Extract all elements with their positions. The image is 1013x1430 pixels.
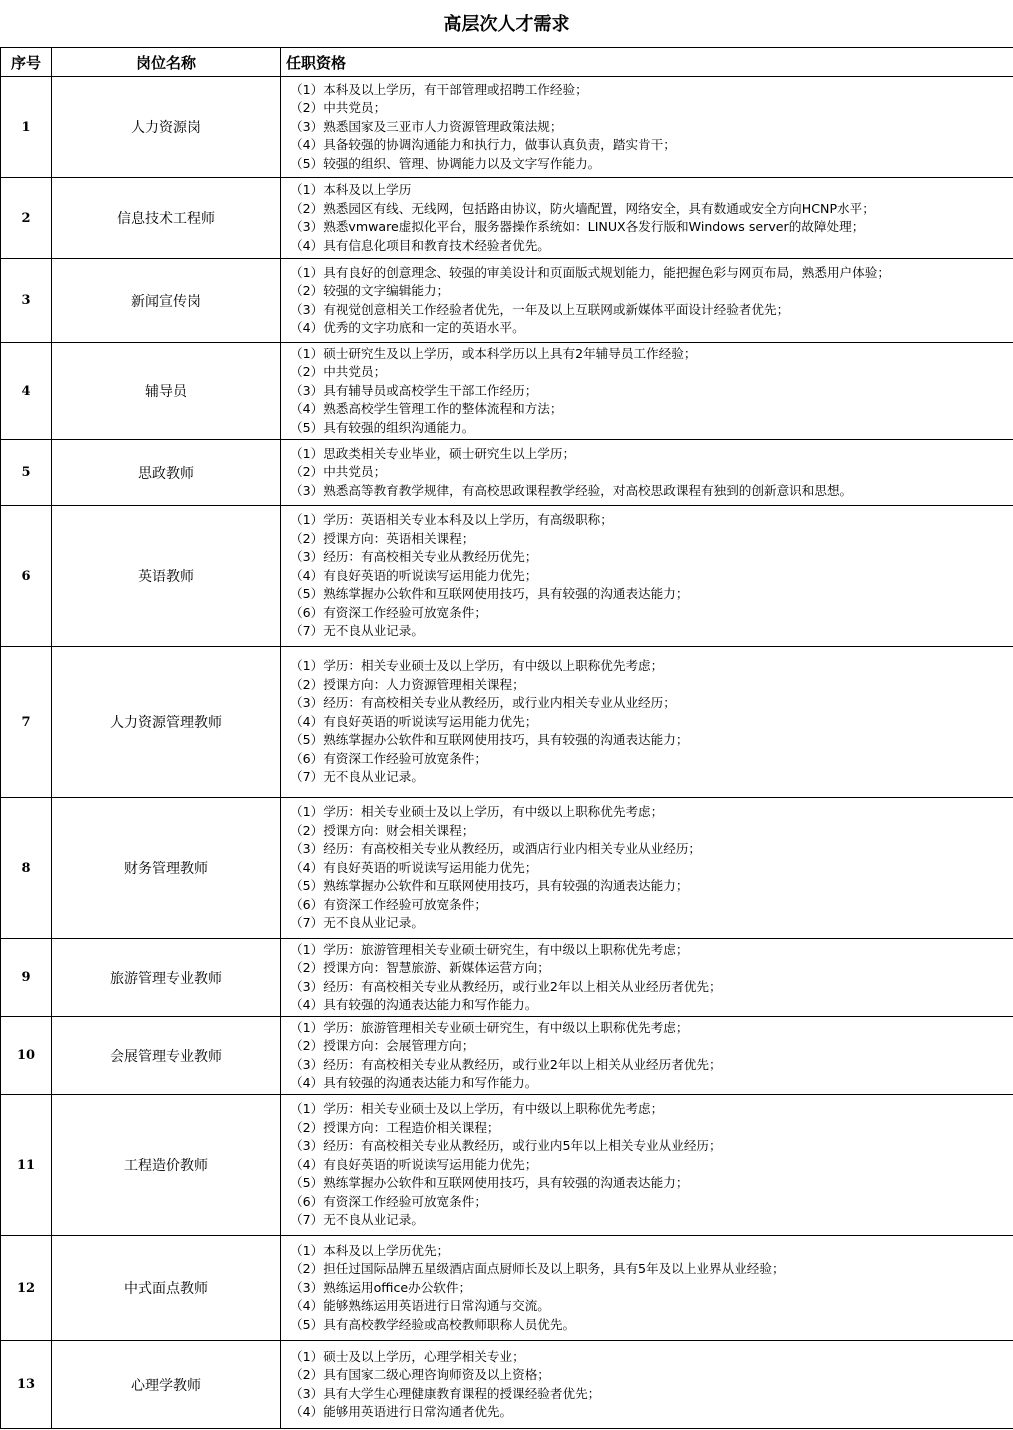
requirement-line: （4）有良好英语的听说读写运用能力优先； (290, 567, 538, 583)
row-position: 信息技术工程师 (52, 178, 281, 259)
requirement-line: （1）学历：旅游管理相关专业硕士研究生，有中级以上职称优先考虑； (290, 941, 689, 957)
row-position: 新闻宣传岗 (52, 259, 281, 343)
requirement-line: （4）有良好英语的听说读写运用能力优先； (290, 713, 538, 729)
requirement-line: （5）熟练掌握办公软件和互联网使用技巧，具有较强的沟通表达能力； (290, 586, 689, 602)
header-position: 岗位名称 (52, 48, 281, 77)
requirement-line: （4）具有较强的沟通表达能力和写作能力。 (290, 1075, 538, 1090)
requirement-line: （3）熟悉高等教育教学规律，有高校思政课程教学经验，对高校思政课程有独到的创新意识和思想。 (290, 482, 853, 498)
requirement-line: （2）授课方向：智慧旅游、新媒体运营方向； (290, 960, 550, 975)
requirement-line: （3）具有大学生心理健康教育课程的授课经验者优先； (290, 1385, 601, 1401)
requirement-line: （5）熟练掌握办公软件和互联网使用技巧，具有较强的沟通表达能力； (290, 878, 689, 894)
table-row (1, 259, 1013, 343)
requirement-line: （2）授课方向：财会相关课程； (290, 822, 475, 838)
row-requirements (281, 647, 1013, 798)
requirement-line: （2）具有国家二级心理咨询师资及以上资格； (290, 1367, 550, 1382)
requirement-line: （1）硕士及以上学历，心理学相关专业； (290, 1348, 525, 1364)
requirement-line: （2）熟悉园区有线、无线网，包括路由协议，防火墙配置，网络安全，具有数通或安全方向HCNP水平； (290, 200, 875, 216)
table-row (1, 1017, 1013, 1095)
row-requirements (281, 939, 1013, 1017)
row-position: 财务管理教师 (52, 798, 281, 939)
requirement-line: （1）思政类相关专业毕业，硕士研究生以上学历； (290, 445, 576, 461)
requirement-line: （1）本科及以上学历优先； (290, 1242, 450, 1258)
requirement-line: （3）经历：有高校相关专业从教经历，或行业内5年以上相关专业从业经历； (290, 1138, 722, 1154)
row-index: 2 (1, 178, 52, 259)
row-index: 9 (1, 939, 52, 1017)
row-index: 10 (1, 1017, 52, 1095)
table-row (1, 440, 1013, 506)
header-qualifications: 任职资格 (281, 48, 1013, 77)
requirement-line: （4）熟悉高校学生管理工作的整体流程和方法； (290, 401, 563, 417)
table-row (1, 1236, 1013, 1341)
row-index: 7 (1, 647, 52, 798)
row-requirements (281, 506, 1013, 647)
requirement-line: （6）有资深工作经验可放宽条件； (290, 604, 487, 620)
table-row (1, 1341, 1013, 1429)
requirement-line: （3）经历：有高校相关专业从教经历，或酒店行业内相关专业从业经历； (290, 841, 702, 857)
row-position: 中式面点教师 (52, 1236, 281, 1341)
requirement-line: （6）有资深工作经验可放宽条件； (290, 896, 487, 912)
requirement-line: （4）能够熟练运用英语进行日常沟通与交流。 (290, 1298, 550, 1314)
row-requirements (281, 1236, 1013, 1341)
requirement-line: （3）熟悉vmware虚拟化平台，服务器操作系统如：LINUX各发行版和Windows server的故障处理； (290, 219, 865, 234)
row-index: 5 (1, 440, 52, 506)
requirement-line: （1）学历：相关专业硕士及以上学历，有中级以上职称优先考虑； (290, 1101, 664, 1117)
table-row (1, 343, 1013, 440)
requirement-line: （1）硕士研究生及以上学历，或本科学历以上具有2年辅导员工作经验； (290, 345, 697, 361)
requirement-line: （1）本科及以上学历 (290, 182, 412, 197)
requirement-line: （4）具备较强的协调沟通能力和执行力，做事认真负责，踏实肯干； (290, 137, 676, 153)
requirement-line: （5）熟练掌握办公软件和互联网使用技巧，具有较强的沟通表达能力； (290, 732, 689, 748)
table-row (1, 506, 1013, 647)
row-index: 1 (1, 77, 52, 178)
requirement-line: （5）较强的组织、管理、协调能力以及文字写作能力。 (290, 155, 601, 171)
row-requirements (281, 1017, 1013, 1095)
requirement-line: （4）有良好英语的听说读写运用能力优先； (290, 859, 538, 875)
requirement-line: （3）熟悉国家及三亚市人力资源管理政策法规； (290, 118, 563, 134)
requirement-line: （5）具有高校教学经验或高校教师职称人员优先。 (290, 1316, 576, 1332)
requirement-line: （3）经历：有高校相关专业从教经历，或行业2年以上相关从业经历者优先； (290, 1056, 722, 1072)
requirement-line: （1）学历：旅游管理相关专业硕士研究生，有中级以上职称优先考虑； (290, 1019, 689, 1035)
row-position: 会展管理专业教师 (52, 1017, 281, 1095)
requirement-line: （7）无不良从业记录。 (290, 769, 424, 785)
requirement-line: （4）有良好英语的听说读写运用能力优先； (290, 1156, 538, 1172)
table-header-row (1, 48, 1013, 77)
page-title: 高层次人才需求 (443, 14, 570, 35)
table-row (1, 1095, 1013, 1236)
requirement-line: （2）担任过国际品牌五星级酒店面点厨师长及以上职务，具有5年及以上业界从业经验； (290, 1261, 785, 1277)
requirement-line: （7）无不良从业记录。 (290, 915, 424, 931)
requirement-line: （2）授课方向：会展管理方向； (290, 1038, 475, 1053)
requirement-line: （4）优秀的文字功底和一定的英语水平。 (290, 320, 525, 335)
row-position: 辅导员 (52, 343, 281, 440)
requirement-line: （7）无不良从业记录。 (290, 623, 424, 639)
requirement-line: （1）学历：英语相关专业本科及以上学历，有高级职称； (290, 512, 613, 528)
row-requirements (281, 77, 1013, 178)
table-row (1, 77, 1013, 178)
requirement-line: （2）中共党员； (290, 100, 387, 116)
row-requirements (281, 1341, 1013, 1429)
requirement-line: （3）具有辅导员或高校学生干部工作经历； (290, 382, 538, 398)
table-body (1, 77, 1013, 1429)
row-index: 4 (1, 343, 52, 440)
row-position: 旅游管理专业教师 (52, 939, 281, 1017)
requirement-line: （2）中共党员； (290, 364, 387, 380)
row-position: 思政教师 (52, 440, 281, 506)
requirement-line: （1）本科及以上学历，有干部管理或招聘工作经验； (290, 81, 588, 97)
row-position: 心理学教师 (52, 1341, 281, 1429)
requirement-line: （5）具有较强的组织沟通能力。 (290, 419, 475, 435)
table-row (1, 647, 1013, 798)
requirement-line: （6）有资深工作经验可放宽条件； (290, 750, 487, 766)
table-row (1, 798, 1013, 939)
requirement-line: （4）具有信息化项目和教育技术经验者优先。 (290, 237, 550, 253)
row-position: 英语教师 (52, 506, 281, 647)
requirement-line: （5）熟练掌握办公软件和互联网使用技巧，具有较强的沟通表达能力； (290, 1175, 689, 1191)
talent-demand-table (0, 47, 1013, 1429)
requirement-line: （4）能够用英语进行日常沟通者优先。 (290, 1404, 513, 1419)
requirement-line: （2）授课方向：人力资源管理相关课程； (290, 676, 525, 692)
row-index: 6 (1, 506, 52, 647)
row-index: 11 (1, 1095, 52, 1236)
requirement-line: （2）中共党员； (290, 464, 387, 480)
row-requirements (281, 1095, 1013, 1236)
row-index: 3 (1, 259, 52, 343)
requirement-line: （7）无不良从业记录。 (290, 1212, 424, 1228)
requirement-line: （3）经历：有高校相关专业从教经历，或行业内相关专业从业经历； (290, 695, 676, 711)
row-position: 工程造价教师 (52, 1095, 281, 1236)
requirement-line: （1）学历：相关专业硕士及以上学历，有中级以上职称优先考虑； (290, 804, 664, 820)
requirement-line: （3）熟练运用office办公软件； (290, 1279, 472, 1295)
requirement-line: （1）具有良好的创意理念、较强的审美设计和页面版式规划能力，能把握色彩与网页布局，熟悉用户体验； (290, 264, 890, 280)
table-row (1, 939, 1013, 1017)
requirement-line: （4）具有较强的沟通表达能力和写作能力。 (290, 997, 538, 1012)
row-requirements (281, 440, 1013, 506)
row-index: 8 (1, 798, 52, 939)
requirement-line: （2）授课方向：工程造价相关课程； (290, 1119, 500, 1135)
row-position: 人力资源岗 (52, 77, 281, 178)
row-requirements (281, 798, 1013, 939)
requirement-line: （1）学历：相关专业硕士及以上学历，有中级以上职称优先考虑； (290, 658, 664, 674)
requirement-line: （3）经历：有高校相关专业从教经历优先； (290, 549, 538, 565)
table-row (1, 178, 1013, 259)
requirement-line: （3）经历：有高校相关专业从教经历，或行业2年以上相关从业经历者优先； (290, 978, 722, 994)
requirement-line: （6）有资深工作经验可放宽条件； (290, 1193, 487, 1209)
row-index: 12 (1, 1236, 52, 1341)
requirement-line: （3）有视觉创意相关工作经验者优先，一年及以上互联网或新媒体平面设计经验者优先； (290, 301, 790, 317)
row-position: 人力资源管理教师 (52, 647, 281, 798)
row-requirements (281, 343, 1013, 440)
row-requirements (281, 259, 1013, 343)
row-requirements (281, 178, 1013, 259)
requirement-line: （2）较强的文字编辑能力； (290, 283, 450, 298)
header-index: 序号 (1, 48, 52, 77)
requirement-line: （2）授课方向：英语相关课程； (290, 530, 475, 546)
row-index: 13 (1, 1341, 52, 1429)
